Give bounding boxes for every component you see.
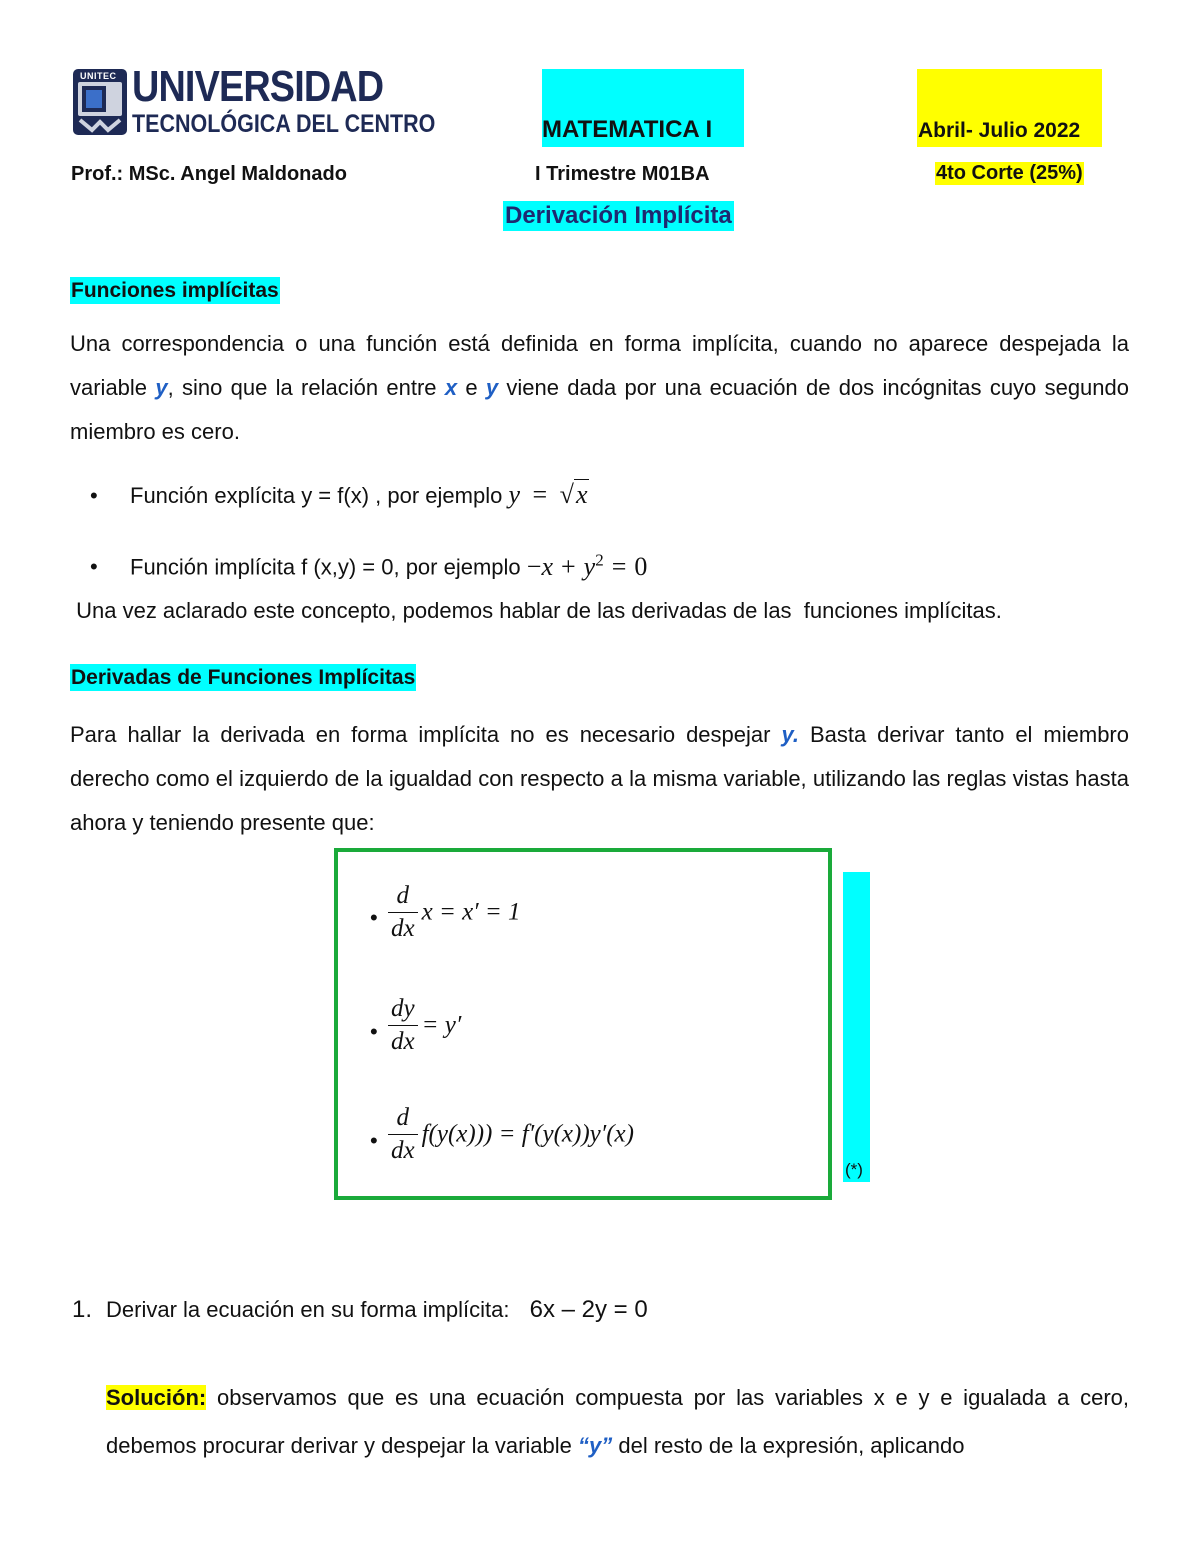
rule-dx-x: $\frac{d}{dx}$ x = x′ = 1 bbox=[384, 882, 521, 943]
derivation-paragraph: Para hallar la derivada en forma implícita no es necesario despejar y. Basta derivar tanto el miembro derecho como el izquierdo de la igualdad con respecto a la misma variable, utilizando las reglas vistas hasta ahora y teniendo presente que: bbox=[70, 722, 1129, 835]
solution-paragraph: Solución: observamos que es una ecuación compuesta por las variables x e y e igualada a cero, debemos procurar derivar y despejar la variable “y” del resto de la expresión, aplicando bbox=[106, 1385, 1129, 1458]
bullet-icon: • bbox=[370, 1128, 378, 1153]
explicit-function-example: Función explícita y = f(x) , por ejemplo y = √x bbox=[130, 480, 588, 509]
rule-chain: $\frac{d}{dx}$ f(y(x))) = f′(y(x))y′(x) bbox=[384, 1104, 634, 1165]
variable-y-quoted: “y” bbox=[578, 1433, 613, 1458]
closing-sentence: Una vez aclarado este concepto, podemos hablar de las derivadas de las funciones implícitas. bbox=[70, 598, 1002, 623]
bullet-icon: • bbox=[370, 1019, 378, 1044]
bullet-icon: • bbox=[90, 483, 98, 508]
variable-y: y bbox=[485, 375, 499, 400]
definition-paragraph: Una correspondencia o una función está definida en forma implícita, cuando no aparece despejada la variable y, sino que la relación entre x e y viene dada por una ecuación de dos incógnitas cuyo segundo miembro es cero. bbox=[70, 331, 1129, 444]
period-label: Abril- Julio 2022 bbox=[918, 119, 1081, 142]
exercise-text: Derivar la ecuación en su forma implícita: 6x – 2y = 0 bbox=[106, 1296, 648, 1323]
exercise-equation: 6x – 2y = 0 bbox=[529, 1296, 648, 1323]
trimester-label: I Trimestre M01BA bbox=[535, 163, 710, 185]
variable-y: y. bbox=[781, 722, 799, 747]
implicit-function-example: Función implícita f (x,y) = 0, por ejemplo $-x + y^2 = 0$ bbox=[130, 550, 648, 581]
bullet-icon: • bbox=[370, 905, 378, 930]
solution-label: Solución: bbox=[106, 1385, 207, 1410]
logo-line2: TECNOLÓGICA DEL CENTRO bbox=[132, 110, 436, 138]
cut-label: 4to Corte (25%) bbox=[936, 162, 1083, 184]
variable-x: x bbox=[444, 375, 458, 400]
university-logo bbox=[72, 62, 436, 140]
variable-y: y bbox=[155, 375, 168, 400]
section-heading-derivatives: Derivadas de Funciones Implícitas bbox=[71, 666, 416, 689]
logo-line1: UNIVERSIDAD bbox=[132, 62, 384, 111]
course-title: MATEMATICA I bbox=[542, 116, 713, 143]
rule-dy-dx: $\frac{dy}{dx}$ = y′ bbox=[384, 995, 461, 1056]
page-title: Derivación Implícita bbox=[505, 202, 732, 229]
exercise-number: 1. bbox=[72, 1296, 93, 1323]
square-root-icon: √ bbox=[559, 480, 574, 509]
section-heading-implicit-functions: Funciones implícitas bbox=[71, 279, 279, 302]
logo-badge-text: UNITEC bbox=[80, 71, 117, 81]
professor-name: Prof.: MSc. Angel Maldonado bbox=[71, 163, 347, 185]
rules-note: (*) bbox=[845, 1160, 863, 1179]
side-highlight-bar bbox=[843, 872, 870, 1182]
bullet-icon: • bbox=[90, 554, 98, 579]
